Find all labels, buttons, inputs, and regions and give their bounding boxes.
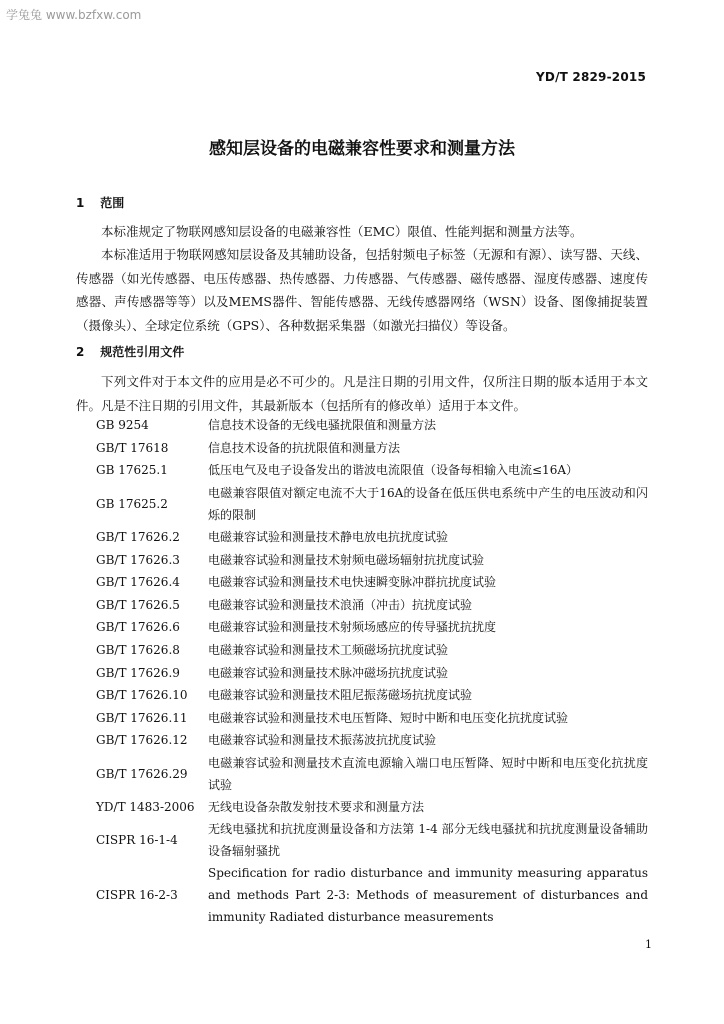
reference-row [96,437,648,460]
reference-code: GB/T 17626.6 [96,620,180,635]
reference-title: 电磁兼容限值对额定电流不大于16A的设备在低压供电系统中产生的电压波动和闪烁的限制 [208,485,648,522]
reference-code: GB/T 17618 [96,440,169,455]
reference-code: GB/T 17626.29 [96,766,188,781]
scope-paragraph-2: 本标准适用于物联网感知层设备及其辅助设备，包括射频电子标签（无源和有源）、读写器、天线、传感器（如光传感器、电压传感器、热传感器、力传感器、气传感器、磁传感器、湿度传感器、速度传感器、声传感器等等）以及MEMS器件、智能传感器、无线传感器网络（WSN）设备、图像捕捉装置（摄像头）、全球定位系统（GPS）、各种数据采集器（如激光扫描仪）等设备。 [76,247,648,333]
reference-row [96,616,648,639]
reference-row [96,571,648,594]
reference-title: 电磁兼容试验和测量技术静电放电抗扰度试验 [208,530,449,545]
reference-code: GB 17625.2 [96,496,168,511]
reference-title: 电磁兼容试验和测量技术工频磁场抗扰度试验 [208,643,449,658]
reference-title: 低压电气及电子设备发出的谐波电流限值（设备每相输入电流≤16A） [208,463,578,478]
reference-title: 无线电设备杂散发射技术要求和测量方法 [208,800,425,815]
reference-title: Specification for radio disturbance and immunity measuring apparatus and methods Part 2-3: Methods of measurement of disturbances and immunity Radiated disturbance measurements [208,866,648,925]
reference-title: 无线电骚扰和抗扰度测量设备和方法第 1-4 部分无线电骚扰和抗扰度测量设备辅助设备辐射骚扰 [208,822,648,859]
reference-row [96,594,648,617]
section-2-heading [76,343,184,360]
reference-row [96,729,648,752]
reference-code: GB/T 17626.10 [96,688,188,703]
reference-title: 电磁兼容试验和测量技术电压暂降、短时中断和电压变化抗扰度试验 [208,710,569,725]
reference-code: GB/T 17626.2 [96,530,180,545]
reference-title: 电磁兼容试验和测量技术阻尼振荡磁场抗扰度试验 [208,688,473,703]
normative-references-intro: 下列文件对于本文件的应用是必不可少的。凡是注日期的引用文件，仅所注日期的版本适用于本文件。凡是不注日期的引用文件，其最新版本（包括所有的修改单）适用于本文件。 [76,374,648,413]
reference-row [96,548,648,571]
section-1-title: 范围 [100,196,125,210]
reference-row [96,482,648,526]
reference-list [96,414,648,928]
reference-code: GB/T 17626.5 [96,597,180,612]
reference-title: 电磁兼容试验和测量技术射频场感应的传导骚扰抗扰度 [208,620,497,635]
section-1-number: 1 [76,196,85,210]
reference-code: GB/T 17626.9 [96,665,180,680]
reference-row [96,661,648,684]
reference-title: 电磁兼容试验和测量技术振荡波抗扰度试验 [208,733,437,748]
reference-title: 电磁兼容试验和测量技术直流电源输入端口电压暂降、短时中断和电压变化抗扰度试验 [208,755,648,792]
reference-row [96,818,648,862]
reference-row [96,459,648,482]
reference-row [96,707,648,730]
reference-code: CISPR 16-2-3 [96,888,178,903]
reference-code: GB/T 17626.8 [96,643,180,658]
reference-title: 电磁兼容试验和测量技术脉冲磁场抗扰度试验 [208,665,449,680]
scope-paragraph-1: 本标准规定了物联网感知层设备的电磁兼容性（EMC）限值、性能判据和测量方法等。 [101,224,583,239]
section-2-number: 2 [76,345,85,359]
reference-row [96,526,648,549]
reference-row [96,414,648,437]
reference-code: GB/T 17626.4 [96,575,180,590]
watermark: 学兔兔 www.bzfxw.com [6,8,142,22]
document-title: 感知层设备的电磁兼容性要求和测量方法 [209,139,515,159]
reference-code: CISPR 16-1-4 [96,833,178,848]
reference-code: GB 9254 [96,418,149,433]
reference-row [96,752,648,796]
reference-title: 信息技术设备的抗扰限值和测量方法 [208,440,401,455]
reference-title: 信息技术设备的无线电骚扰限值和测量方法 [208,418,437,433]
reference-title: 电磁兼容试验和测量技术射频电磁场辐射抗扰度试验 [208,552,485,567]
reference-code: GB/T 17626.12 [96,733,188,748]
reference-title: 电磁兼容试验和测量技术浪涌（冲击）抗扰度试验 [208,597,473,612]
reference-row [96,862,648,928]
document-code: YD/T 2829-2015 [536,70,646,84]
reference-code: YD/T 1483-2006 [96,800,195,815]
page-number: 1 [645,938,652,951]
section-1-heading [76,194,124,211]
reference-title: 电磁兼容试验和测量技术电快速瞬变脉冲群抗扰度试验 [208,575,497,590]
reference-code: GB/T 17626.3 [96,552,180,567]
section-2-title: 规范性引用文件 [100,345,185,359]
reference-row [96,639,648,662]
reference-code: GB 17625.1 [96,463,168,478]
reference-row [96,684,648,707]
reference-code: GB/T 17626.11 [96,710,188,725]
reference-row [96,796,648,819]
